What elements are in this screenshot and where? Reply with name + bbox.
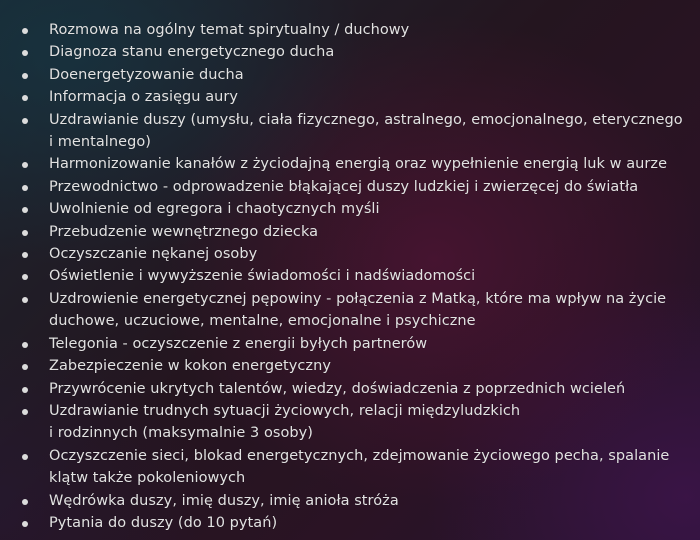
list-item-text: Uwolnienie od egregora i chaotycznych myśli — [49, 201, 380, 218]
bullet-icon — [22, 118, 28, 124]
bullet-icon — [22, 274, 28, 280]
bullet-icon — [22, 50, 28, 56]
list-item — [0, 445, 700, 490]
list-item — [0, 333, 700, 355]
list-item-text: Przebudzenie wewnętrznego dziecka — [49, 223, 319, 240]
list-item-text: Diagnoza stanu energetycznego ducha — [49, 44, 335, 61]
bullet-icon — [22, 364, 28, 370]
list-item-text: Wędrówka duszy, imię duszy, imię anioła stróża — [49, 492, 399, 509]
list-item-text: Pytania do duszy (do 10 pytań) — [49, 514, 278, 531]
list-item — [0, 41, 700, 63]
list-item-text: Przywrócenie ukrytych talentów, wiedzy, doświadczenia z poprzednich wcieleń — [49, 380, 626, 397]
list-item-text: Doenergetyzowanie ducha — [49, 66, 244, 83]
list-item-text: Uzdrawianie trudnych sytuacji życiowych, relacji międzyludzkich — [49, 402, 521, 419]
list-item-text: duchowe, uczuciowe, mentalne, emocjonalne i psychiczne — [49, 313, 476, 330]
bullet-icon — [22, 95, 28, 101]
bullet-icon — [22, 387, 28, 393]
list-item-text: Harmonizowanie kanałów z życiodajną energią oraz wypełnienie energią luk w aurze — [49, 156, 668, 173]
bullet-icon — [22, 409, 28, 415]
list-item-text: Zabezpieczenie w kokon energetyczny — [49, 358, 331, 375]
bullet-icon — [22, 521, 28, 527]
bullet-icon — [22, 28, 28, 34]
list-item — [0, 512, 700, 534]
list-item-text: Rozmowa na ogólny temat spirytualny / duchowy — [49, 22, 410, 38]
list-item — [0, 86, 700, 108]
list-item — [0, 378, 700, 400]
list-item-text: Oświetlenie i wywyższenie świadomości i nadświadomości — [49, 268, 476, 285]
list-item-text: Uzdrowienie energetycznej pępowiny - połączenia z Matką, które ma wpływ na życie — [49, 290, 667, 307]
list-item-text: Telegonia - oczyszczenie z energii byłych partnerów — [49, 335, 428, 352]
bullet-icon — [22, 342, 28, 348]
list-item — [0, 19, 700, 41]
bullet-icon — [22, 252, 28, 258]
list-item — [0, 288, 700, 333]
list-item — [0, 355, 700, 377]
list-item-text: Oczyszczenie sieci, blokad energetycznych, zdejmowanie życiowego pecha, spalanie — [49, 447, 670, 464]
list-item — [0, 153, 700, 175]
list-item — [0, 400, 700, 445]
list-item-text: Uzdrawianie duszy (umysłu, ciała fizycznego, astralnego, emocjonalnego, eterycznego — [49, 111, 683, 128]
list-item-text: klątw także pokoleniowych — [49, 470, 246, 487]
bullet-icon — [22, 297, 28, 303]
list-item — [0, 490, 700, 512]
list-item-text: i mentalnego) — [49, 134, 151, 151]
list-item — [0, 109, 700, 154]
list-item-text: i rodzinnych (maksymalnie 3 osoby) — [49, 425, 313, 442]
list-item-text: Przewodnictwo - odprowadzenie błąkającej duszy ludzkiej i zwierzęcej do światła — [49, 178, 639, 195]
list-item — [0, 265, 700, 287]
list-item — [0, 64, 700, 86]
bullet-icon — [22, 454, 28, 460]
bullet-icon — [22, 230, 28, 236]
bullet-icon — [22, 185, 28, 191]
list-item — [0, 198, 700, 220]
bullet-icon — [22, 499, 28, 505]
list-item — [0, 243, 700, 265]
bullet-icon — [22, 162, 28, 168]
services-list — [0, 19, 700, 534]
list-item — [0, 221, 700, 243]
bullet-icon — [22, 207, 28, 213]
list-item — [0, 176, 700, 198]
list-item-text: Informacja o zasięgu aury — [49, 89, 239, 106]
bullet-icon — [22, 73, 28, 79]
list-item-text: Oczyszczanie nękanej osoby — [49, 246, 258, 263]
